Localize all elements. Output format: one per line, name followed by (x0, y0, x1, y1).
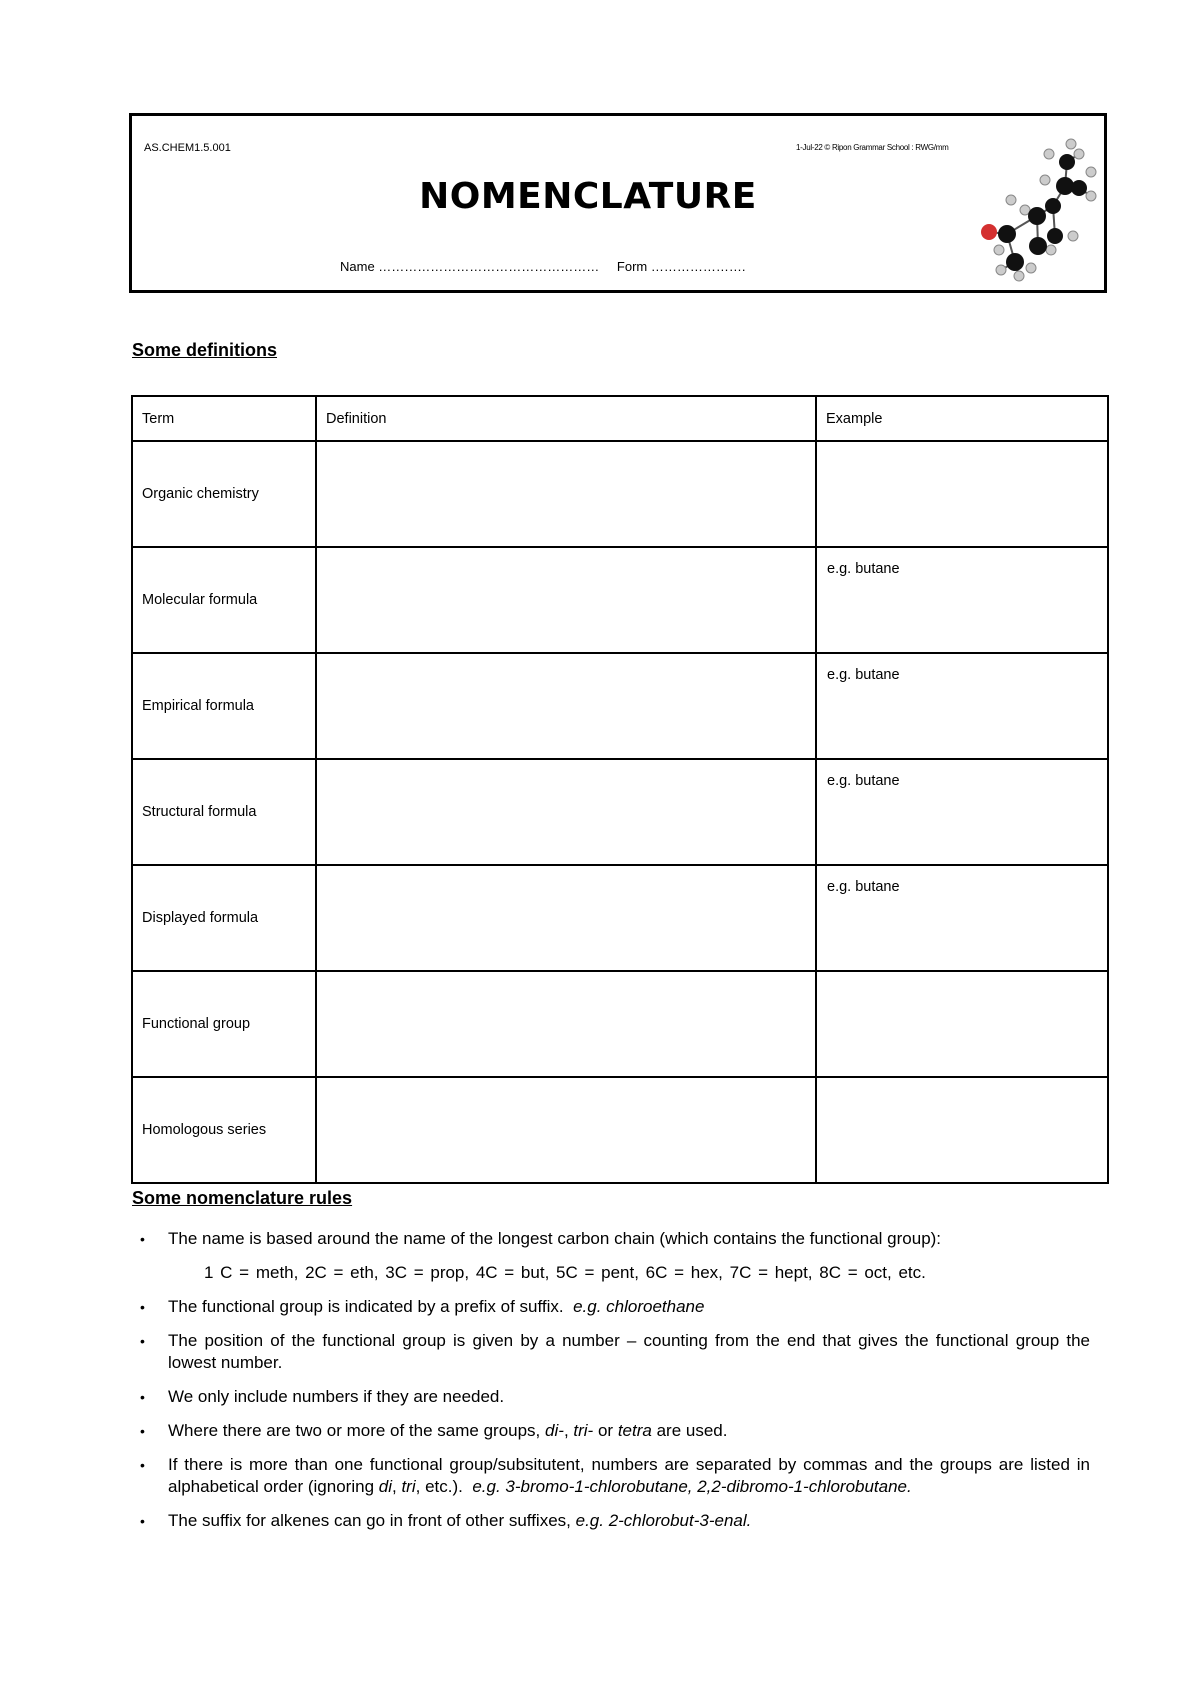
definition-cell[interactable] (316, 1077, 816, 1183)
term-cell: Empirical formula (132, 653, 316, 759)
term-cell: Functional group (132, 971, 316, 1077)
definition-cell[interactable] (316, 441, 816, 547)
rule-text: Where there are two or more of the same groups, (168, 1421, 541, 1440)
list-item (140, 1330, 1090, 1374)
example-cell[interactable] (816, 441, 1108, 547)
rule-text: The suffix for alkenes can go in front of other suffixes, (168, 1511, 571, 1530)
rule-text: or (597, 1421, 614, 1440)
example-cell[interactable] (816, 653, 1108, 759)
example-cell[interactable] (816, 971, 1108, 1077)
list-item (140, 1510, 1090, 1532)
definition-cell[interactable] (316, 547, 816, 653)
rule-text: If there is more than one functional group/subsitutent, numbers are separated by commas and the groups are listed in alphabetical order (ignoring (168, 1455, 1090, 1496)
example-cell[interactable] (816, 1077, 1108, 1183)
list-item (140, 1228, 1090, 1284)
column-header: Definition (316, 396, 816, 441)
rule-example: e.g. 3-bromo-1-chlorobutane, 2,2-dibromo-1-chlorobutane. (472, 1477, 912, 1496)
rules-list (140, 1228, 1090, 1544)
rule-example: e.g. 2-chlorobut-3-enal. (575, 1511, 752, 1530)
term-cell: Organic chemistry (132, 441, 316, 547)
list-item: • If there is more than one functional group/subsitutent, numbers are separated by commas and the groups are listed in alphabetical order (ignoring di, tri, etc.). e.g. 3-bromo-1-chlorobutane, 2,2-dibromo-1-chlorobutane. (140, 1454, 1090, 1498)
carbon-prefix-list: 1 C = meth, 2C = eth, 3C = prop, 4C = but, 5C = pent, 6C = hex, 7C = hept, 8C = oct, etc. (204, 1263, 926, 1282)
definition-cell[interactable] (316, 971, 816, 1077)
example-cell[interactable] (816, 547, 1108, 653)
molecule-icon (975, 134, 1101, 284)
name-form-line (340, 259, 745, 274)
term-cell: Molecular formula (132, 547, 316, 653)
list-item (140, 1296, 1090, 1318)
definition-cell[interactable] (316, 653, 816, 759)
rule-term: di (378, 1477, 392, 1496)
term-cell: Structural formula (132, 759, 316, 865)
table-row (132, 653, 1108, 759)
rules-heading: Some nomenclature rules (132, 1188, 353, 1208)
rule-term: tri- (573, 1421, 594, 1440)
page-title: NOMENCLATURE (419, 176, 757, 217)
example-text: e.g. butane (827, 561, 900, 577)
example-text: e.g. butane (827, 879, 900, 895)
rule-example: e.g. chloroethane (573, 1297, 705, 1316)
example-text: e.g. butane (827, 667, 900, 683)
definition-cell[interactable] (316, 865, 816, 971)
rule-text: The name is based around the name of the longest carbon chain (which contains the functional group): (168, 1229, 942, 1248)
form-field[interactable]: Form …………………. (616, 259, 746, 274)
rule-term: tri (401, 1477, 416, 1496)
term-cell: Displayed formula (132, 865, 316, 971)
table-row (132, 547, 1108, 653)
table-row (132, 441, 1108, 547)
table-row (132, 759, 1108, 865)
definitions-table (131, 395, 1109, 1184)
example-cell[interactable] (816, 865, 1108, 971)
column-header: Term (132, 396, 316, 441)
rule-text: We only include numbers if they are needed. (168, 1387, 505, 1406)
header-box (129, 113, 1107, 293)
column-header: Example (816, 396, 1108, 441)
list-item: • Where there are two or more of the same groups, di-, tri- or tetra are used. (140, 1420, 1090, 1442)
table-row (132, 865, 1108, 971)
definition-cell[interactable] (316, 759, 816, 865)
example-text: e.g. butane (827, 773, 900, 789)
rule-text: The position of the functional group is given by a number – counting from the end that gives the functional group the lowest number. (168, 1331, 1090, 1372)
term-cell: Homologous series (132, 1077, 316, 1183)
list-item (140, 1386, 1090, 1408)
rule-text: The functional group is indicated by a prefix of suffix. (168, 1297, 564, 1316)
document-code: AS.CHEM1.5.001 (144, 142, 231, 154)
example-cell[interactable] (816, 759, 1108, 865)
rule-text: etc.). (425, 1477, 463, 1496)
table-row (132, 1077, 1108, 1183)
rule-term: di- (545, 1421, 564, 1440)
table-row (132, 971, 1108, 1077)
definitions-heading: Some definitions (132, 340, 278, 360)
rule-term: tetra (617, 1421, 652, 1440)
rule-text: are used. (656, 1421, 728, 1440)
document-meta: 1-Jul-22 © Ripon Grammar School : RWG/mm (796, 143, 949, 152)
table-header-row (132, 396, 1108, 441)
name-field[interactable]: Name …………………………………………… (340, 259, 600, 274)
